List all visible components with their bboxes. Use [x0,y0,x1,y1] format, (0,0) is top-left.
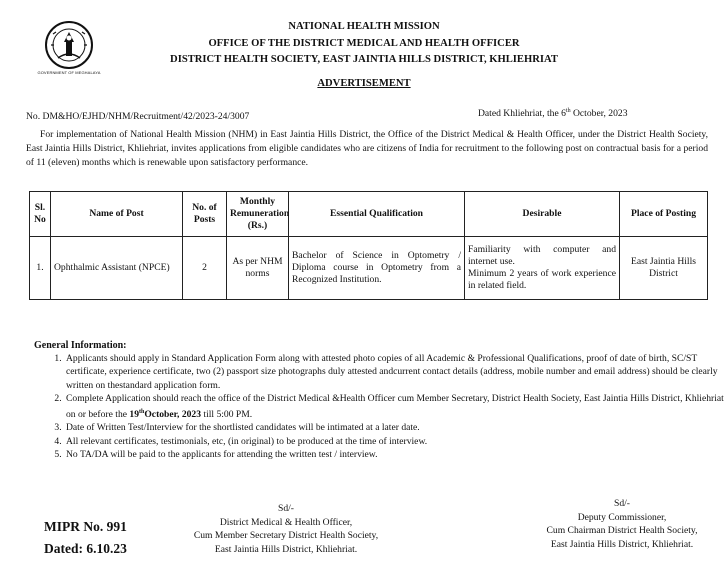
header-name-of-post: Name of Post [51,192,183,237]
desirable-line-1: Familiarity with computer and internet use. [468,244,616,267]
cell-desirable [465,237,620,300]
desirable-line-2: Minimum 2 years of work experience in related field. [468,268,616,291]
signature-sd: Sd/- [278,503,294,514]
table-row [30,237,708,300]
header-line-3: DISTRICT HEALTH SOCIETY, EAST JAINTIA HILLS DISTRICT, KHLIEHRIAT [170,54,558,65]
header-line-1: NATIONAL HEALTH MISSION [288,21,440,32]
issue-date-prefix: Dated Khliehriat, the 6 [478,108,566,120]
signatory-line-1: Deputy Commissioner, [577,511,667,523]
advertisement-heading [0,78,728,89]
deadline-sup: th [139,408,145,415]
signatory-dmho [182,502,390,556]
list-item [64,392,728,421]
header-place-of-posting: Place of Posting [620,192,708,237]
deadline-day: 19 [129,408,139,420]
deadline-date [129,409,201,420]
posts-table [29,191,708,300]
item2-text: Complete Application should reach the office of the District Medical &Health Officer cum Member Secretary, District Health Society, East Jaintia Hills District, Khliehriat on or before the [66,393,724,420]
signatory-line-3: East Jaintia Hills District, Khliehriat. [550,538,694,550]
cell-no-of-posts: 2 [183,237,227,300]
mipr-date: Dated: 6.10.23 [44,541,127,556]
advertisement-label: ADVERTISEMENT [317,78,411,89]
intro-paragraph: For implementation of National Health Mission (NHM) in East Jaintia Hills District, the Office of the District Medical & Health Officer, under the District Health Society, East Jaintia Hills District, Khliehriat, invites applications from eligible candidates who are citizens of India for recruitment to the following post on contractual basis for a period of 11 (eleven) months which is renewable upon satisfactory performance. [26,129,708,168]
list-item: 4. All relevant certificates, testimonials, etc, (in original) to be produced at the time of interview. [64,435,728,448]
general-information-list [46,352,728,461]
issue-date [478,108,628,119]
issue-date-suffix: October, 2023 [570,108,628,120]
reference-number: No. DM&HO/EJHD/NHM/Recruitment/42/2023-24/3007 [26,111,250,122]
deadline-month-year: October, 2023 [144,408,202,420]
cell-place-of-posting: East Jaintia Hills District [620,237,708,300]
header-remuneration: Monthly Remuneration (Rs.) [227,192,289,237]
general-information-title: General Information: [34,340,127,351]
item2-time: till 5:00 PM. [201,408,253,420]
list-item: 1. Applicants should apply in Standard Application Form along with attested photo copies of all Academic & Professional Qualifications, proof of date of birth, SC/ST certificate, experience certificate, two (2) passport size photographs duly attested andcurrent contact details (address, mobile number and email address) should be clearly written on thestandard application form. [64,352,728,392]
header-no-of-posts: No. of Posts [183,192,227,237]
list-item: 5. No TA/DA will be paid to the applicants for attending the written test / interview. [64,448,728,461]
list-item: 3. Date of Written Test/Interview for the shortlisted candidates will be intimated at a later date. [64,421,728,434]
cell-qualification: Bachelor of Science in Optometry / Diploma course in Optometry from a Recognized Institution. [289,237,465,300]
signatory-line-1: District Medical & Health Officer, [219,516,353,528]
table-header-row [30,192,708,237]
issue-date-sup: th [565,108,571,114]
header-line-2: OFFICE OF THE DISTRICT MEDICAL AND HEALTH OFFICER [208,38,520,49]
cell-remuneration: As per NHM norms [227,237,289,300]
signatory-line-2: Cum Member Secretary District Health Society, [193,530,379,542]
signatory-deputy-commissioner [520,497,724,551]
signature-sd: Sd/- [614,498,630,509]
cell-sl-no: 1. [30,237,51,300]
header-sl-no: Sl. No [30,192,51,237]
header-qualification: Essential Qualification [289,192,465,237]
mipr-block [44,516,127,560]
cell-name-of-post: Ophthalmic Assistant (NPCE) [51,237,183,300]
mipr-number: MIPR No. 991 [44,519,127,534]
signatory-line-3: East Jaintia Hills District, Khliehriat. [214,543,358,555]
signatory-line-2: Cum Chairman District Health Society, [546,525,698,537]
header-desirable: Desirable [465,192,620,237]
emblem-caption: GOVERNMENT OF MEGHALAYA [37,70,101,75]
